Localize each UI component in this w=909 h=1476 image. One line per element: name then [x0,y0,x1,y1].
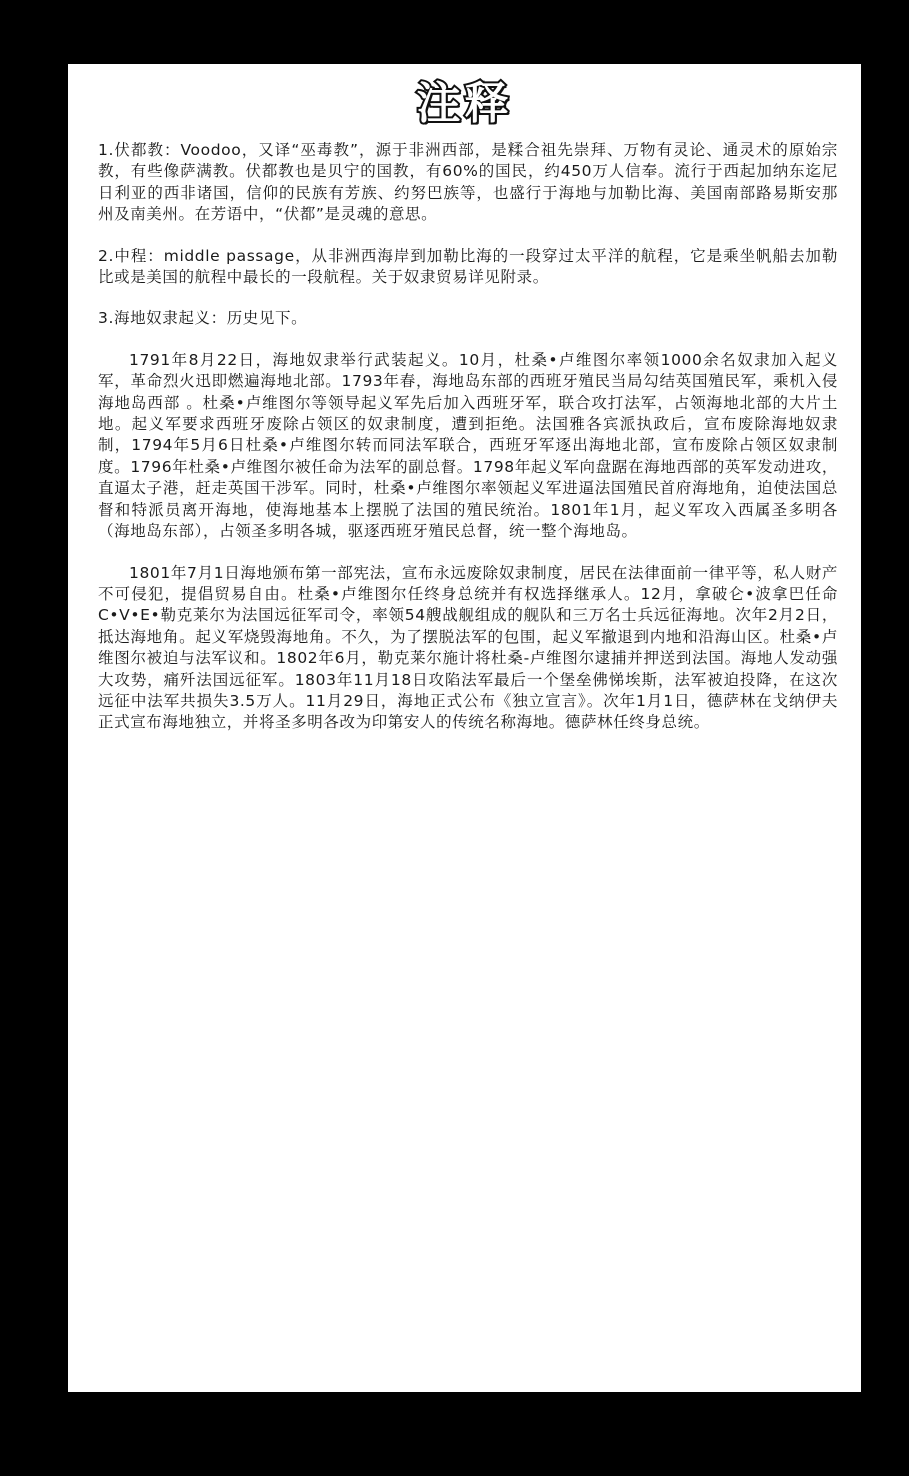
note-voodoo: 1.伏都教：Voodoo，又译“巫毒教”，源于非洲西部，是糅合祖先崇拜、万物有灵论、通灵术的原始宗教，有些像萨满教。伏都教也是贝宁的国教，有60%的国民，约450万人信奉。流行于西起加纳东迄尼日利亚的西非诸国，信仰的民族有芳族、约努巴族等，也盛行于海地与加勒比海、美国南部路易斯安那州及南美州。在芳语中，“伏都”是灵魂的意思。 [98,141,838,224]
note-haiti-revolt: 3.海地奴隶起义：历史见下。 [98,309,308,328]
notes-content [98,140,838,754]
history-paragraph: 1791年8月22日，海地奴隶举行武装起义。10月，杜桑•卢维图尔率领1000余名奴隶加入起义军，革命烈火迅即燃遍海地北部。1793年春，海地岛东部的西班牙殖民当局勾结英国殖民军，乘机入侵海地岛西部 。杜桑•卢维图尔等领导起义军先后加入西班牙军，联合攻打法军，占领海地北部的大片土地。起义军要求西班牙废除占领区的奴隶制度，遭到拒绝。法国雅各宾派执政后，宣布废除海地奴隶制，1794年5月6日杜桑•卢维图尔转而同法军联合，西班牙军逐出海地北部，宣布废除占领区奴隶制度。1796年杜桑•卢维图尔被任命为法军的副总督。1798年起义军向盘踞在海地西部的英军发动进攻，直逼太子港，赶走英国干涉军。同时，杜桑•卢维图尔率领起义军进逼法国殖民首府海地角，迫使法国总督和特派员离开海地，使海地基本上摆脱了法国的殖民统治。1801年1月，起义军攻入西属圣多明各（海地岛东部），占领圣多明各城，驱逐西班牙殖民总督，统一整个海地岛。 [98,350,838,541]
note-middle-passage: 2.中程：middle passage，从非洲西海岸到加勒比海的一段穿过太平洋的航程，它是乘坐帆船去加勒比或是美国的航程中最长的一段航程。关于奴隶贸易详见附录。 [98,246,838,287]
page-title: 注释 [416,78,513,129]
history-paragraph: 1801年7月1日海地颁布第一部宪法，宣布永远废除奴隶制度，居民在法律面前一律平等，私人财产不可侵犯，提倡贸易自由。杜桑•卢维图尔任终身总统并有权选择继承人。12月，拿破仑•波拿巴任命C•V•E•勒克莱尔为法国远征军司令，率领54艘战舰组成的舰队和三万名士兵远征海地。次年2月2日，抵达海地角。起义军烧毁海地角。不久，为了摆脱法军的包围，起义军撤退到内地和沿海山区。杜桑•卢维图尔被迫与法军议和。1802年6月，勒克莱尔施计将杜桑-卢维图尔逮捕并押送到法国。海地人发动强大攻势，痛歼法国远征军。1803年11月18日攻陷法军最后一个堡垒佛悌埃斯，法军被迫投降，在这次远征中法军共损失3.5万人。11月29日，海地正式公布《独立宣言》。次年1月1日，德萨林在戈纳伊夫正式宣布海地独立，并将圣多明各改为印第安人的传统名称海地。德萨林任终身总统。 [98,563,838,732]
annotation-page [68,64,861,1392]
